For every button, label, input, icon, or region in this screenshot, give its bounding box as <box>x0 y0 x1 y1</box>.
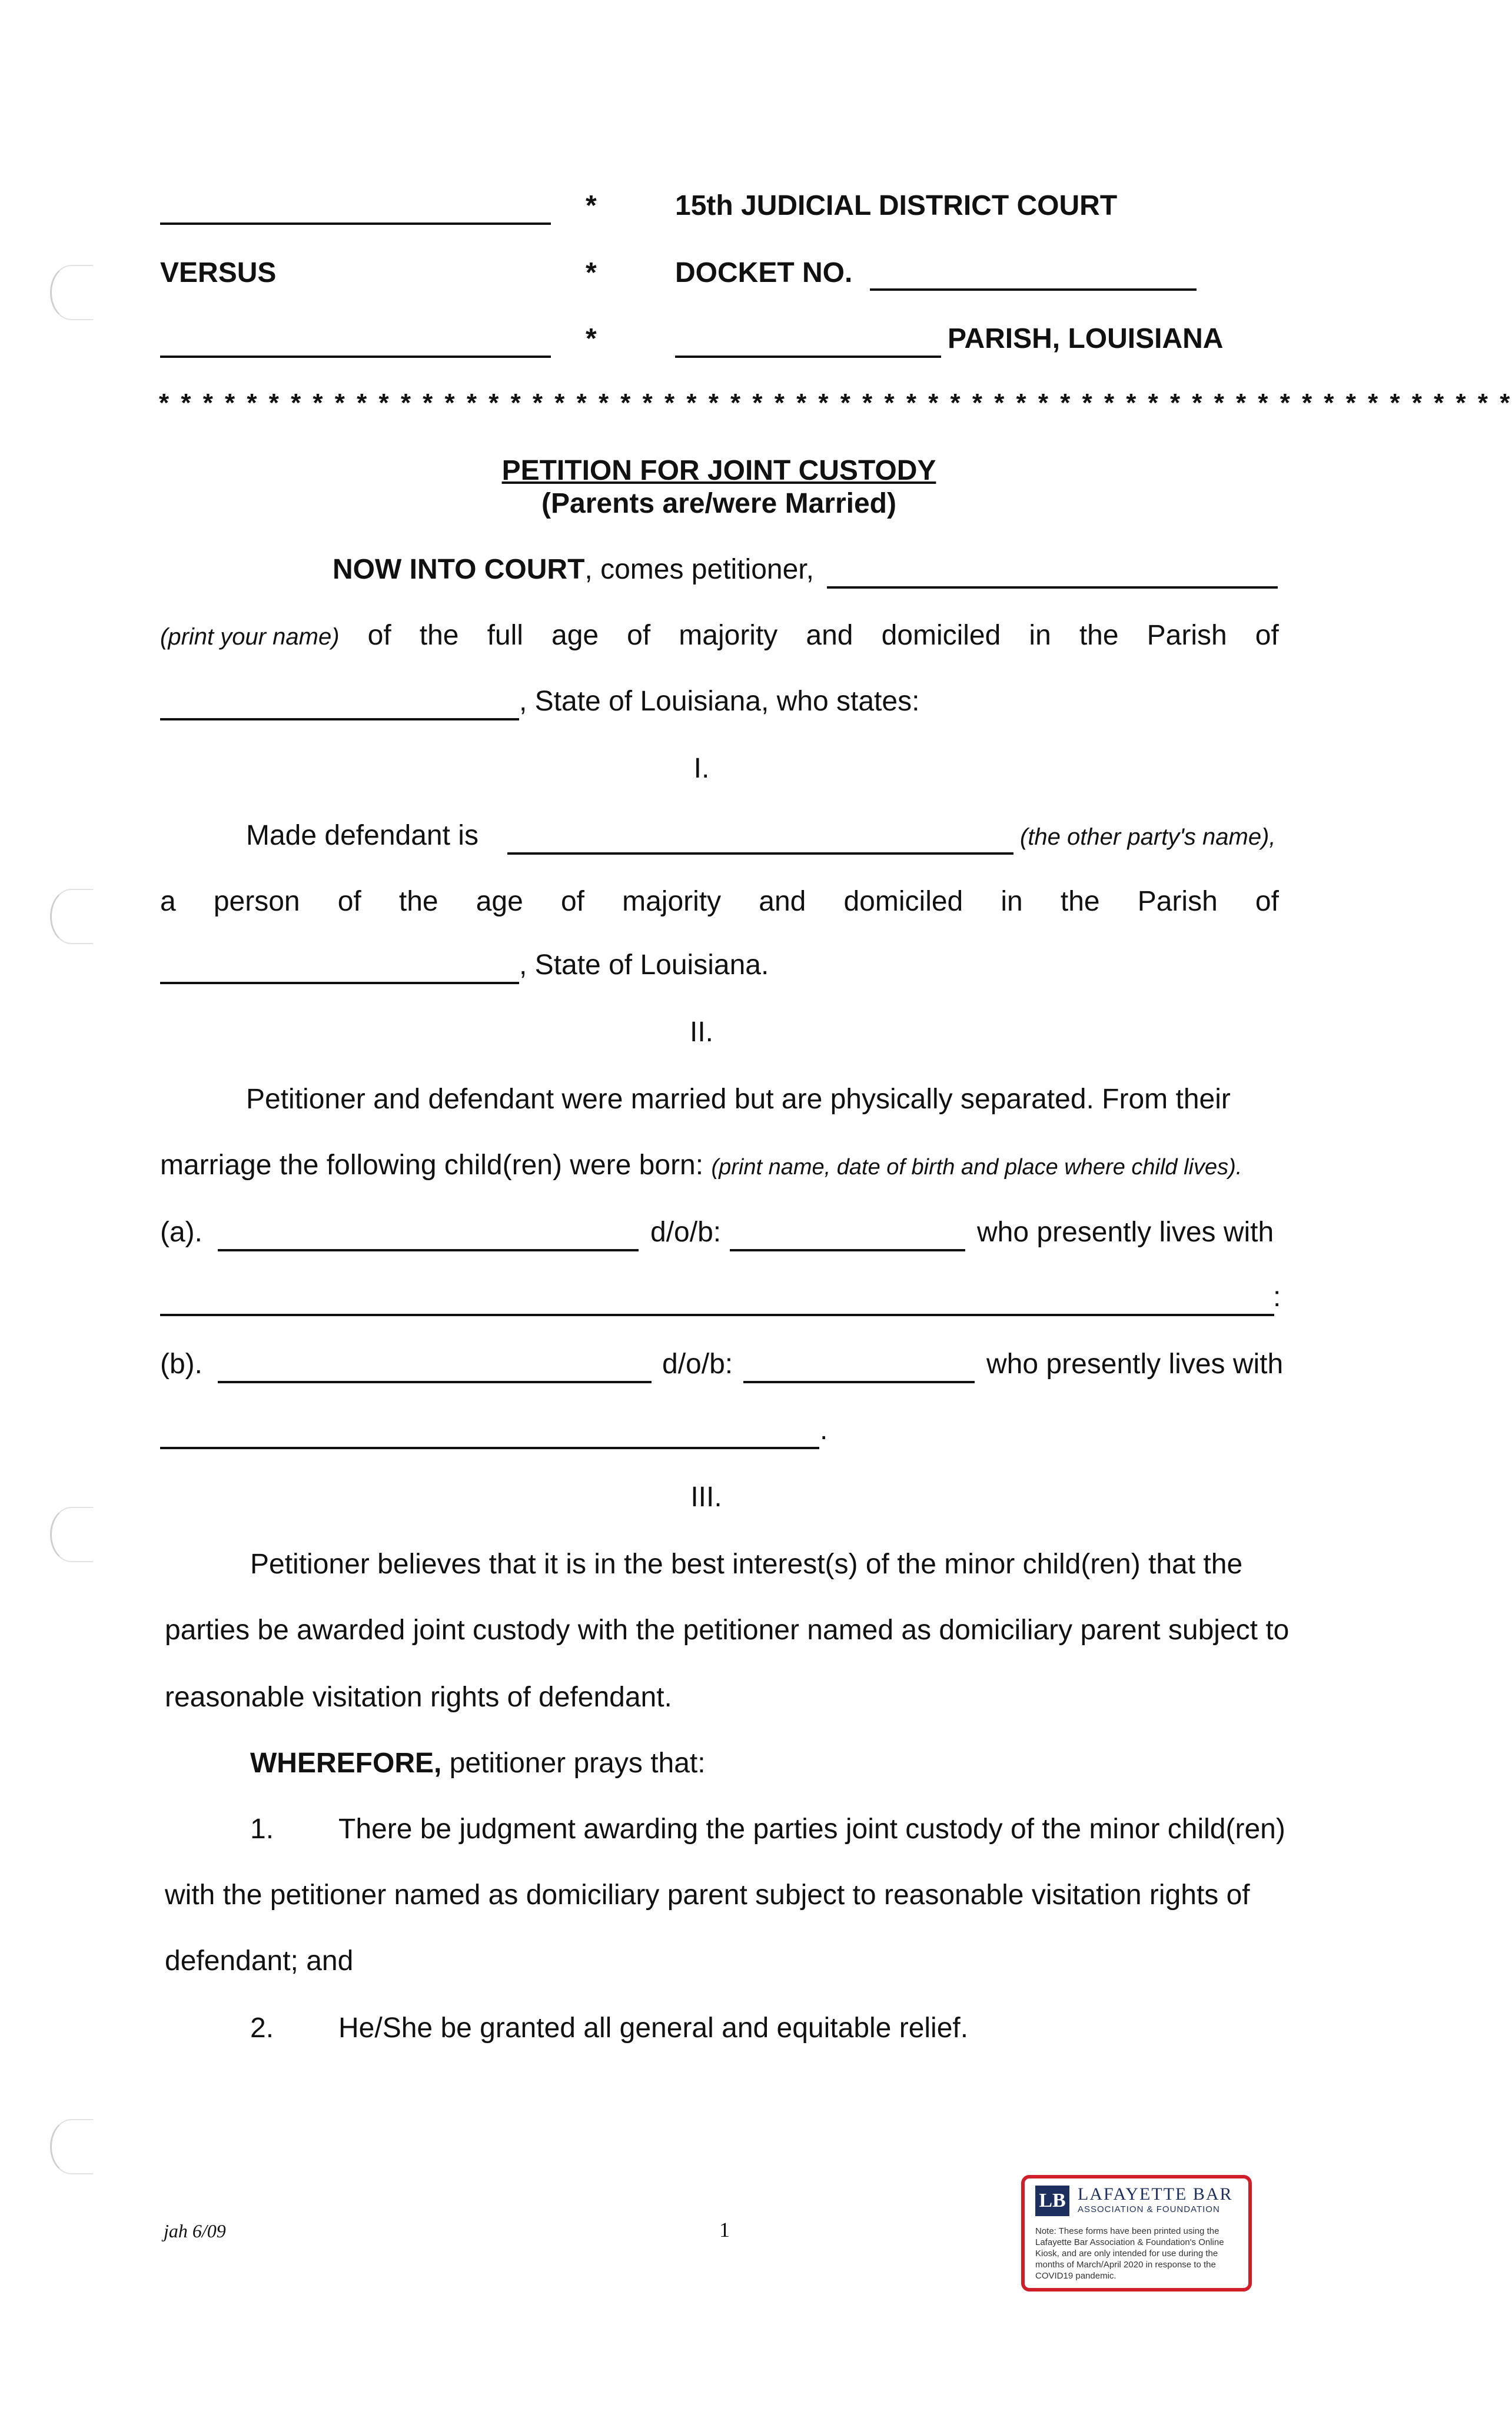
section-2-number: II. <box>689 1017 713 1048</box>
state-louisiana: , State of Louisiana. <box>519 949 769 981</box>
logo-subtitle: ASSOCIATION & FOUNDATION <box>1078 2204 1220 2214</box>
child-b-label: (b). <box>160 1349 202 1380</box>
word: in <box>1029 620 1051 651</box>
state-who-states: , State of Louisiana, who states: <box>519 686 920 717</box>
binder-hole-mark <box>50 265 93 320</box>
child-a-dob-label: d/o/b: <box>650 1217 722 1248</box>
docket-label: DOCKET NO. <box>675 257 853 288</box>
word: Parish <box>1147 620 1227 651</box>
child-b-dob-label: d/o/b: <box>662 1349 733 1380</box>
section-3-line3: reasonable visitation rights of defendant. <box>165 1682 672 1713</box>
petitioner-parish-line[interactable] <box>160 718 519 720</box>
now-into-court: NOW INTO COURT <box>333 554 585 585</box>
word: person <box>213 886 300 917</box>
section-3-line2: parties be awarded joint custody with the petitioner named as domiciliary parent subject to <box>165 1615 1290 1646</box>
prayer-1-line3: defendant; and <box>165 1945 354 1977</box>
intro-line2 <box>160 619 1279 653</box>
plaintiff-name-line[interactable] <box>160 222 551 225</box>
wherefore-label: WHEREFORE, <box>250 1748 442 1779</box>
child-a-name-line[interactable] <box>218 1249 639 1251</box>
logo-note: Note: These forms have been printed using the Lafayette Bar Association & Foundation's Online Kiosk, and are only intended for use during the months of March/April 2020 in response to the COVID19 pandemic. <box>1035 2226 1224 2281</box>
child-b-residence-line[interactable] <box>160 1447 819 1449</box>
word: of <box>1255 620 1279 651</box>
word: the <box>1060 886 1100 917</box>
prayer-1-line2: with the petitioner named as domiciliary parent subject to reasonable visitation rights of <box>165 1879 1250 1911</box>
word: and <box>759 886 806 917</box>
word: the <box>398 886 438 917</box>
word: majority <box>622 886 722 917</box>
star-divider: * * * * * * * * * * * * * * * * * * * * * * * * * * * * * * * * * * * * * * * * * * * * * * * * * * * * * * * * * * * * * * <box>159 388 1512 417</box>
word: Parish <box>1137 886 1218 917</box>
word: of <box>1255 886 1279 917</box>
petitioner-name-line[interactable] <box>827 586 1278 589</box>
word: domiciled <box>881 620 1001 651</box>
child-a-colon: : <box>1273 1281 1281 1313</box>
prayer-2-text: He/She be granted all general and equitable relief. <box>338 2012 969 2044</box>
defendant-parish-line[interactable] <box>160 982 519 984</box>
other-party-hint <box>1020 819 1276 854</box>
word: in <box>1001 886 1023 917</box>
word: a <box>160 886 176 917</box>
binder-hole-mark <box>50 1507 93 1562</box>
child-info-hint: (print name, date of birth and place where child lives). <box>711 1155 1242 1180</box>
lafayette-bar-logo <box>1021 2175 1252 2292</box>
caption-star: * <box>586 257 597 288</box>
defendant-name-line[interactable] <box>160 356 551 358</box>
docket-number-line[interactable] <box>870 288 1197 291</box>
wherefore-line <box>250 1747 706 1780</box>
section-1-line2 <box>160 885 1279 918</box>
versus-label: VERSUS <box>160 257 277 288</box>
page-number: 1 <box>719 2218 730 2241</box>
word: of <box>560 886 584 917</box>
word: majority <box>679 620 778 651</box>
section-2-line2-text: marriage the following child(ren) were born: <box>160 1150 704 1181</box>
word: age <box>476 886 523 917</box>
binder-hole-mark <box>50 2119 93 2174</box>
child-b-lives-with: who presently lives with <box>986 1349 1284 1380</box>
other-party-hint-text: (the other party's name), <box>1020 824 1276 850</box>
intro-line1 <box>333 553 814 586</box>
child-b-dob-line[interactable] <box>743 1381 975 1383</box>
child-b-name-line[interactable] <box>218 1381 652 1383</box>
child-a-lives-with: who presently lives with <box>977 1217 1274 1248</box>
section-1-number: I. <box>693 753 710 784</box>
caption-star: * <box>586 323 597 354</box>
prayer-2-number: 2. <box>250 2012 274 2044</box>
child-a-residence-line[interactable] <box>160 1314 1274 1316</box>
word: and <box>806 620 853 651</box>
comes-petitioner: , comes petitioner, <box>584 554 814 585</box>
word: of <box>627 620 651 651</box>
prayer-1-number: 1. <box>250 1814 274 1845</box>
word: the <box>1079 620 1119 651</box>
prayer-1-line1: There be judgment awarding the parties joint custody of the minor child(ren) <box>338 1814 1285 1845</box>
parish-label: PARISH, LOUISIANA <box>948 323 1224 354</box>
logo-name: LAFAYETTE BAR <box>1078 2184 1233 2204</box>
section-2-line2 <box>160 1149 1242 1184</box>
wherefore-text: petitioner prays that: <box>441 1748 706 1779</box>
made-defendant-label: Made defendant is <box>246 820 478 851</box>
word: age <box>551 620 599 651</box>
word: of <box>367 620 391 651</box>
caption-star: * <box>586 190 597 221</box>
word: full <box>487 620 523 651</box>
print-name-hint: (print your name) <box>160 624 340 650</box>
word: of <box>337 886 361 917</box>
child-a-label: (a). <box>160 1217 202 1248</box>
binder-hole-mark <box>50 889 93 944</box>
court-name: 15th JUDICIAL DISTRICT COURT <box>675 190 1118 221</box>
parish-caption-line[interactable] <box>675 356 941 358</box>
logo-mark: LB <box>1035 2186 1069 2216</box>
defendant-party-line[interactable] <box>507 852 1013 855</box>
section-3-number: III. <box>690 1482 722 1513</box>
form-initials: jah 6/09 <box>164 2220 226 2241</box>
petition-subtitle: (Parents are/were Married) <box>541 488 896 519</box>
child-b-period: . <box>820 1414 828 1446</box>
word: the <box>419 620 459 651</box>
section-3-line1: Petitioner believes that it is in the best interest(s) of the minor child(ren) that the <box>250 1549 1243 1580</box>
petition-title: PETITION FOR JOINT CUSTODY <box>501 455 936 486</box>
word: domiciled <box>843 886 963 917</box>
child-a-dob-line[interactable] <box>730 1249 965 1251</box>
section-2-line1: Petitioner and defendant were married but are physically separated. From their <box>246 1084 1231 1115</box>
